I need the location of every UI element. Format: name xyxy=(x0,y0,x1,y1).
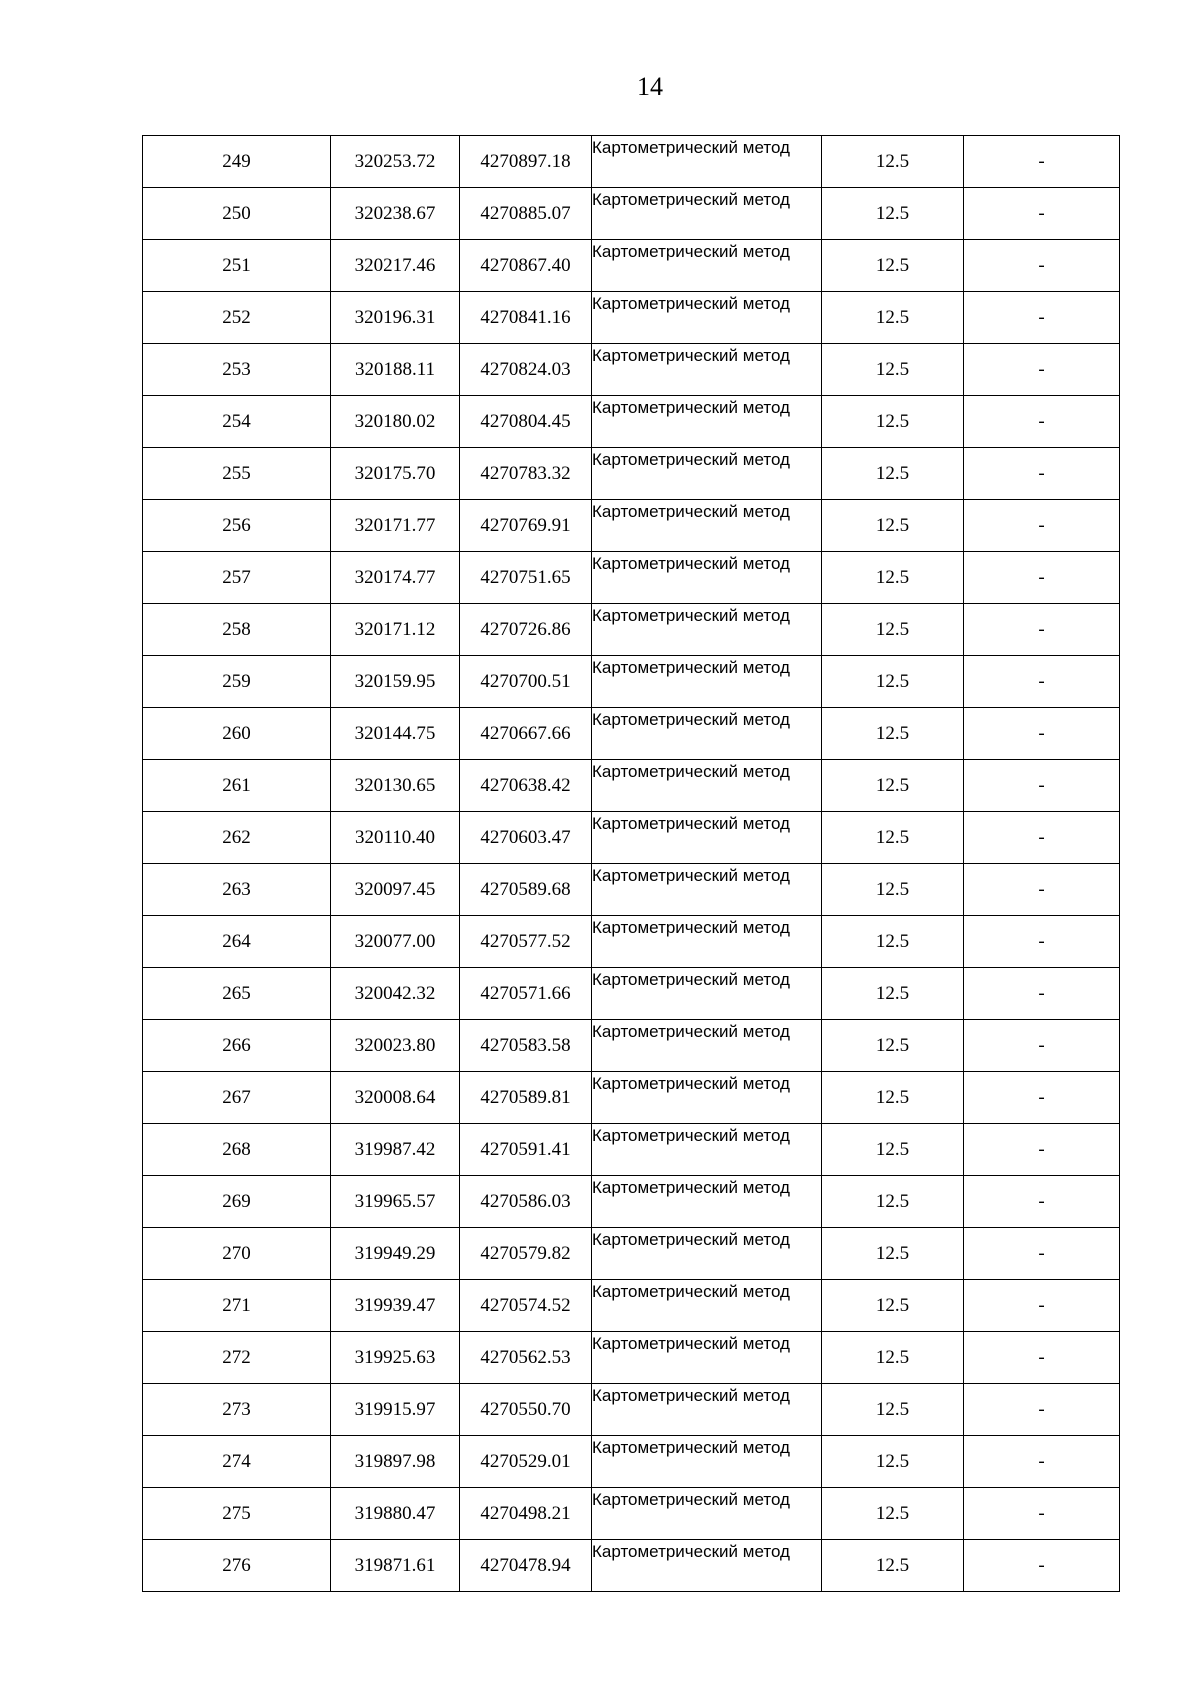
y-coordinate-cell: 4270700.51 xyxy=(460,656,592,708)
accuracy-cell: 12.5 xyxy=(822,708,964,760)
note-cell: - xyxy=(964,344,1120,396)
note-cell: - xyxy=(964,760,1120,812)
method-cell: Картометрический метод xyxy=(592,1072,822,1124)
table-row xyxy=(143,760,1120,812)
y-coordinate-cell: 4270574.52 xyxy=(460,1280,592,1332)
note-cell: - xyxy=(964,1280,1120,1332)
point-number-cell: 273 xyxy=(143,1384,331,1436)
note-cell: - xyxy=(964,1488,1120,1540)
table-row xyxy=(143,240,1120,292)
x-coordinate-cell: 320196.31 xyxy=(331,292,460,344)
x-coordinate-cell: 319915.97 xyxy=(331,1384,460,1436)
x-coordinate-cell: 320174.77 xyxy=(331,552,460,604)
method-cell: Картометрический метод xyxy=(592,552,822,604)
method-cell: Картометрический метод xyxy=(592,1124,822,1176)
x-coordinate-cell: 320077.00 xyxy=(331,916,460,968)
point-number-cell: 262 xyxy=(143,812,331,864)
table-row xyxy=(143,1280,1120,1332)
method-cell: Картометрический метод xyxy=(592,500,822,552)
y-coordinate-cell: 4270841.16 xyxy=(460,292,592,344)
x-coordinate-cell: 320042.32 xyxy=(331,968,460,1020)
x-coordinate-cell: 320253.72 xyxy=(331,136,460,188)
y-coordinate-cell: 4270897.18 xyxy=(460,136,592,188)
point-number-cell: 260 xyxy=(143,708,331,760)
point-number-cell: 256 xyxy=(143,500,331,552)
y-coordinate-cell: 4270577.52 xyxy=(460,916,592,968)
note-cell: - xyxy=(964,1072,1120,1124)
table-row xyxy=(143,1020,1120,1072)
x-coordinate-cell: 319939.47 xyxy=(331,1280,460,1332)
point-number-cell: 263 xyxy=(143,864,331,916)
x-coordinate-cell: 319987.42 xyxy=(331,1124,460,1176)
x-coordinate-cell: 320238.67 xyxy=(331,188,460,240)
method-cell: Картометрический метод xyxy=(592,344,822,396)
x-coordinate-cell: 320171.77 xyxy=(331,500,460,552)
note-cell: - xyxy=(964,864,1120,916)
accuracy-cell: 12.5 xyxy=(822,604,964,656)
point-number-cell: 276 xyxy=(143,1540,331,1592)
method-cell: Картометрический метод xyxy=(592,1332,822,1384)
x-coordinate-cell: 320130.65 xyxy=(331,760,460,812)
accuracy-cell: 12.5 xyxy=(822,344,964,396)
point-number-cell: 270 xyxy=(143,1228,331,1280)
accuracy-cell: 12.5 xyxy=(822,500,964,552)
method-cell: Картометрический метод xyxy=(592,448,822,500)
method-cell: Картометрический метод xyxy=(592,292,822,344)
method-cell: Картометрический метод xyxy=(592,1436,822,1488)
accuracy-cell: 12.5 xyxy=(822,812,964,864)
accuracy-cell: 12.5 xyxy=(822,1020,964,1072)
accuracy-cell: 12.5 xyxy=(822,396,964,448)
accuracy-cell: 12.5 xyxy=(822,916,964,968)
method-cell: Картометрический метод xyxy=(592,1488,822,1540)
note-cell: - xyxy=(964,1124,1120,1176)
table-row xyxy=(143,968,1120,1020)
table-row xyxy=(143,812,1120,864)
point-number-cell: 251 xyxy=(143,240,331,292)
point-number-cell: 265 xyxy=(143,968,331,1020)
note-cell: - xyxy=(964,916,1120,968)
accuracy-cell: 12.5 xyxy=(822,448,964,500)
method-cell: Картометрический метод xyxy=(592,1384,822,1436)
accuracy-cell: 12.5 xyxy=(822,656,964,708)
note-cell: - xyxy=(964,448,1120,500)
table-row xyxy=(143,604,1120,656)
accuracy-cell: 12.5 xyxy=(822,188,964,240)
y-coordinate-cell: 4270529.01 xyxy=(460,1436,592,1488)
table-row xyxy=(143,1540,1120,1592)
note-cell: - xyxy=(964,136,1120,188)
method-cell: Картометрический метод xyxy=(592,656,822,708)
note-cell: - xyxy=(964,812,1120,864)
accuracy-cell: 12.5 xyxy=(822,1488,964,1540)
point-number-cell: 257 xyxy=(143,552,331,604)
point-number-cell: 259 xyxy=(143,656,331,708)
x-coordinate-cell: 319871.61 xyxy=(331,1540,460,1592)
method-cell: Картометрический метод xyxy=(592,188,822,240)
table-row xyxy=(143,1228,1120,1280)
note-cell: - xyxy=(964,292,1120,344)
note-cell: - xyxy=(964,1176,1120,1228)
point-number-cell: 253 xyxy=(143,344,331,396)
accuracy-cell: 12.5 xyxy=(822,292,964,344)
note-cell: - xyxy=(964,1384,1120,1436)
table-row xyxy=(143,1124,1120,1176)
y-coordinate-cell: 4270603.47 xyxy=(460,812,592,864)
table-row xyxy=(143,344,1120,396)
point-number-cell: 272 xyxy=(143,1332,331,1384)
y-coordinate-cell: 4270867.40 xyxy=(460,240,592,292)
y-coordinate-cell: 4270591.41 xyxy=(460,1124,592,1176)
x-coordinate-cell: 320217.46 xyxy=(331,240,460,292)
method-cell: Картометрический метод xyxy=(592,864,822,916)
point-number-cell: 249 xyxy=(143,136,331,188)
accuracy-cell: 12.5 xyxy=(822,136,964,188)
y-coordinate-cell: 4270562.53 xyxy=(460,1332,592,1384)
coordinates-table-body xyxy=(143,136,1120,1592)
accuracy-cell: 12.5 xyxy=(822,240,964,292)
y-coordinate-cell: 4270885.07 xyxy=(460,188,592,240)
point-number-cell: 261 xyxy=(143,760,331,812)
y-coordinate-cell: 4270589.68 xyxy=(460,864,592,916)
method-cell: Картометрический метод xyxy=(592,812,822,864)
accuracy-cell: 12.5 xyxy=(822,760,964,812)
accuracy-cell: 12.5 xyxy=(822,1228,964,1280)
table-row xyxy=(143,1436,1120,1488)
y-coordinate-cell: 4270550.70 xyxy=(460,1384,592,1436)
accuracy-cell: 12.5 xyxy=(822,1176,964,1228)
y-coordinate-cell: 4270667.66 xyxy=(460,708,592,760)
table-row xyxy=(143,656,1120,708)
note-cell: - xyxy=(964,240,1120,292)
coordinates-table xyxy=(142,135,1120,1592)
y-coordinate-cell: 4270824.03 xyxy=(460,344,592,396)
y-coordinate-cell: 4270726.86 xyxy=(460,604,592,656)
table-row xyxy=(143,136,1120,188)
y-coordinate-cell: 4270638.42 xyxy=(460,760,592,812)
x-coordinate-cell: 320188.11 xyxy=(331,344,460,396)
method-cell: Картометрический метод xyxy=(592,968,822,1020)
note-cell: - xyxy=(964,604,1120,656)
x-coordinate-cell: 319965.57 xyxy=(331,1176,460,1228)
note-cell: - xyxy=(964,1540,1120,1592)
method-cell: Картометрический метод xyxy=(592,240,822,292)
table-row xyxy=(143,1176,1120,1228)
x-coordinate-cell: 320008.64 xyxy=(331,1072,460,1124)
table-row xyxy=(143,188,1120,240)
method-cell: Картометрический метод xyxy=(592,916,822,968)
point-number-cell: 269 xyxy=(143,1176,331,1228)
point-number-cell: 271 xyxy=(143,1280,331,1332)
point-number-cell: 266 xyxy=(143,1020,331,1072)
point-number-cell: 254 xyxy=(143,396,331,448)
table-row xyxy=(143,396,1120,448)
accuracy-cell: 12.5 xyxy=(822,552,964,604)
x-coordinate-cell: 319925.63 xyxy=(331,1332,460,1384)
table-row xyxy=(143,708,1120,760)
point-number-cell: 250 xyxy=(143,188,331,240)
y-coordinate-cell: 4270769.91 xyxy=(460,500,592,552)
point-number-cell: 275 xyxy=(143,1488,331,1540)
note-cell: - xyxy=(964,1020,1120,1072)
point-number-cell: 264 xyxy=(143,916,331,968)
table-row xyxy=(143,864,1120,916)
table-row xyxy=(143,1332,1120,1384)
method-cell: Картометрический метод xyxy=(592,760,822,812)
accuracy-cell: 12.5 xyxy=(822,1540,964,1592)
y-coordinate-cell: 4270783.32 xyxy=(460,448,592,500)
accuracy-cell: 12.5 xyxy=(822,1384,964,1436)
note-cell: - xyxy=(964,1228,1120,1280)
table-row xyxy=(143,448,1120,500)
note-cell: - xyxy=(964,188,1120,240)
note-cell: - xyxy=(964,396,1120,448)
method-cell: Картометрический метод xyxy=(592,1176,822,1228)
point-number-cell: 252 xyxy=(143,292,331,344)
point-number-cell: 274 xyxy=(143,1436,331,1488)
table-row xyxy=(143,1384,1120,1436)
x-coordinate-cell: 319880.47 xyxy=(331,1488,460,1540)
y-coordinate-cell: 4270586.03 xyxy=(460,1176,592,1228)
point-number-cell: 255 xyxy=(143,448,331,500)
method-cell: Картометрический метод xyxy=(592,1020,822,1072)
y-coordinate-cell: 4270478.94 xyxy=(460,1540,592,1592)
accuracy-cell: 12.5 xyxy=(822,1436,964,1488)
note-cell: - xyxy=(964,656,1120,708)
y-coordinate-cell: 4270589.81 xyxy=(460,1072,592,1124)
x-coordinate-cell: 320144.75 xyxy=(331,708,460,760)
accuracy-cell: 12.5 xyxy=(822,1124,964,1176)
x-coordinate-cell: 320171.12 xyxy=(331,604,460,656)
table-row xyxy=(143,292,1120,344)
note-cell: - xyxy=(964,500,1120,552)
page-number: 14 xyxy=(637,72,663,101)
accuracy-cell: 12.5 xyxy=(822,968,964,1020)
table-row xyxy=(143,1488,1120,1540)
method-cell: Картометрический метод xyxy=(592,1228,822,1280)
method-cell: Картометрический метод xyxy=(592,1540,822,1592)
point-number-cell: 268 xyxy=(143,1124,331,1176)
x-coordinate-cell: 320175.70 xyxy=(331,448,460,500)
note-cell: - xyxy=(964,708,1120,760)
x-coordinate-cell: 320159.95 xyxy=(331,656,460,708)
point-number-cell: 258 xyxy=(143,604,331,656)
method-cell: Картометрический метод xyxy=(592,708,822,760)
x-coordinate-cell: 320180.02 xyxy=(331,396,460,448)
note-cell: - xyxy=(964,1332,1120,1384)
table-row xyxy=(143,552,1120,604)
y-coordinate-cell: 4270571.66 xyxy=(460,968,592,1020)
note-cell: - xyxy=(964,1436,1120,1488)
x-coordinate-cell: 320097.45 xyxy=(331,864,460,916)
table-row xyxy=(143,500,1120,552)
accuracy-cell: 12.5 xyxy=(822,1332,964,1384)
method-cell: Картометрический метод xyxy=(592,604,822,656)
accuracy-cell: 12.5 xyxy=(822,864,964,916)
table-row xyxy=(143,916,1120,968)
point-number-cell: 267 xyxy=(143,1072,331,1124)
method-cell: Картометрический метод xyxy=(592,396,822,448)
method-cell: Картометрический метод xyxy=(592,136,822,188)
method-cell: Картометрический метод xyxy=(592,1280,822,1332)
y-coordinate-cell: 4270583.58 xyxy=(460,1020,592,1072)
table-row xyxy=(143,1072,1120,1124)
x-coordinate-cell: 320023.80 xyxy=(331,1020,460,1072)
y-coordinate-cell: 4270498.21 xyxy=(460,1488,592,1540)
x-coordinate-cell: 319949.29 xyxy=(331,1228,460,1280)
x-coordinate-cell: 319897.98 xyxy=(331,1436,460,1488)
note-cell: - xyxy=(964,968,1120,1020)
note-cell: - xyxy=(964,552,1120,604)
y-coordinate-cell: 4270579.82 xyxy=(460,1228,592,1280)
y-coordinate-cell: 4270804.45 xyxy=(460,396,592,448)
y-coordinate-cell: 4270751.65 xyxy=(460,552,592,604)
x-coordinate-cell: 320110.40 xyxy=(331,812,460,864)
accuracy-cell: 12.5 xyxy=(822,1280,964,1332)
accuracy-cell: 12.5 xyxy=(822,1072,964,1124)
